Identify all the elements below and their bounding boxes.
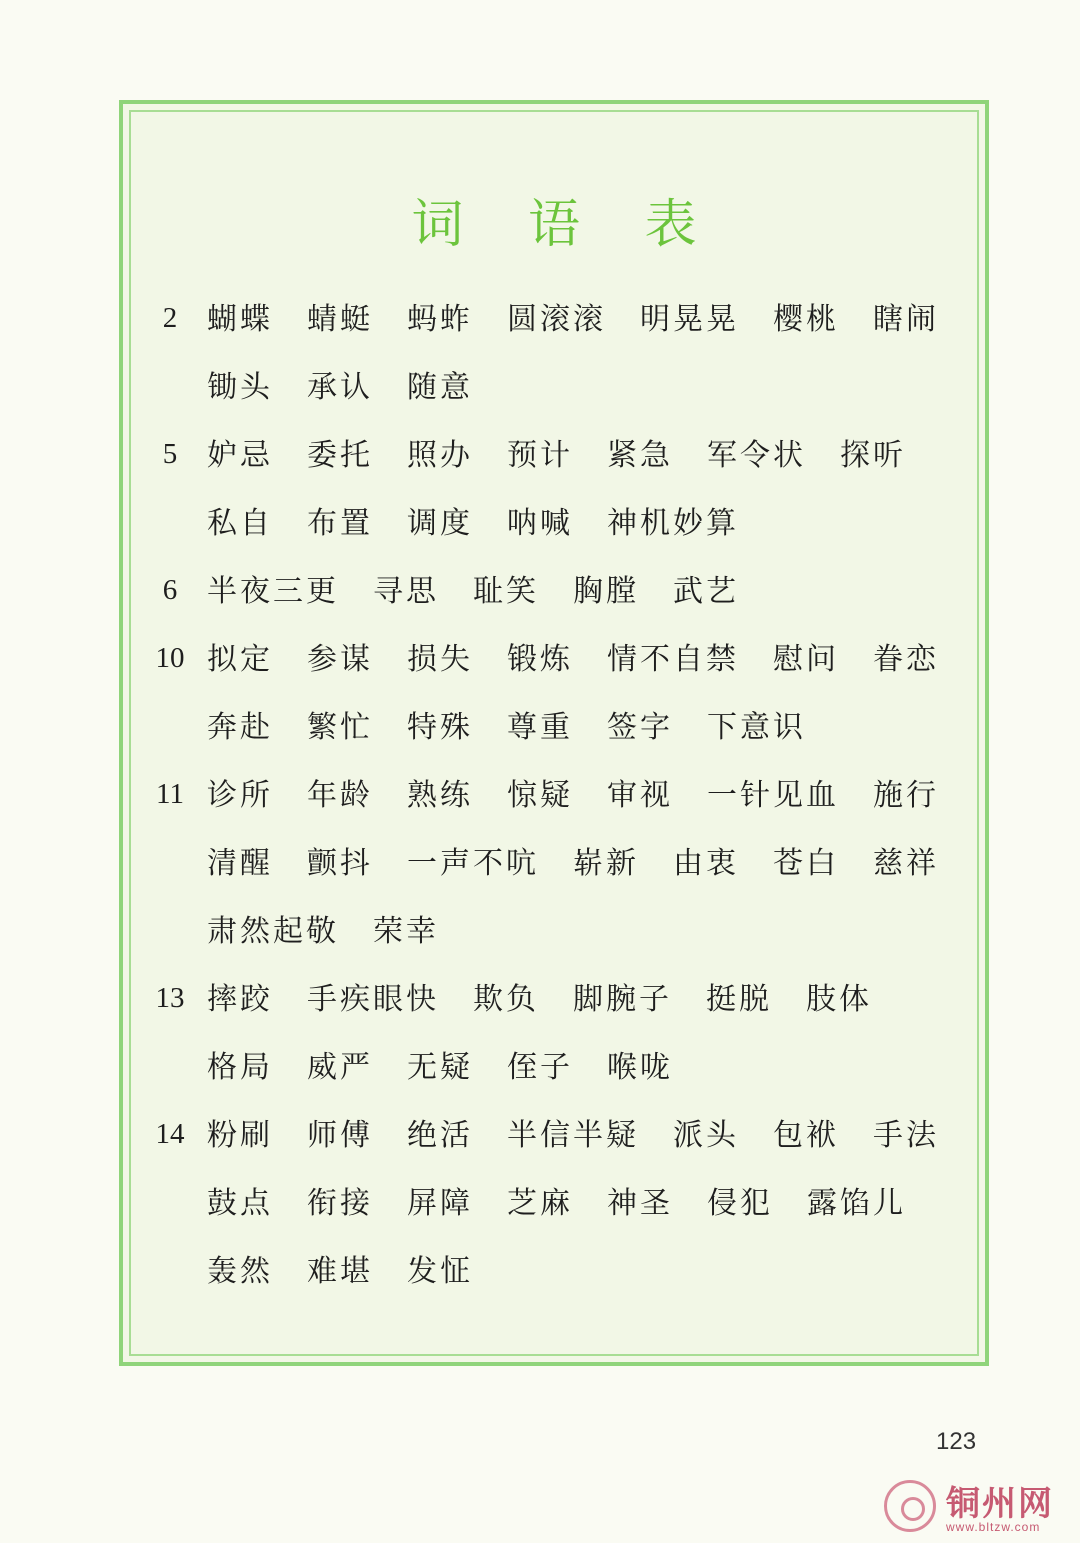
vocab-word: 一针见血 [707,778,839,813]
vocab-word: 眷恋 [873,642,939,677]
lesson-number: 13 [155,982,185,1014]
watermark-url: www.bltzw.com [946,1520,1041,1534]
lesson-number: 10 [155,642,185,674]
word-line [207,572,965,612]
vocab-word: 屏障 [407,1186,473,1221]
vocab-word: 参谋 [307,642,373,677]
vocab-word: 荣幸 [373,914,439,949]
vocab-word: 奔赴 [207,710,273,745]
vocab-word: 惊疑 [507,778,573,813]
word-line [207,300,965,340]
vocab-word: 手疾眼快 [307,982,439,1017]
vocab-word: 武艺 [673,574,739,609]
vocab-word: 欺负 [473,982,539,1017]
word-line [207,436,965,476]
vocab-word: 布置 [307,506,373,541]
vocab-word: 胸膛 [573,574,639,609]
vocab-word: 绝活 [407,1118,473,1153]
vocab-word: 轰然 [207,1254,273,1289]
word-line [207,1116,965,1156]
vocab-word: 无疑 [407,1050,473,1085]
vocab-word: 崭新 [573,846,639,881]
vocab-word: 尊重 [507,710,573,745]
vocab-word: 寻思 [373,574,439,609]
word-line [207,980,965,1020]
vocab-word: 樱桃 [773,302,839,337]
vocab-word: 锄头 [207,370,273,405]
vocab-word: 耻笑 [473,574,539,609]
lesson-number: 11 [156,778,184,810]
vocab-word: 情不自禁 [607,642,739,677]
vocab-word: 委托 [307,438,373,473]
vocab-word: 军令状 [707,438,806,473]
vocab-word: 喉咙 [607,1050,673,1085]
lesson-number: 14 [155,1118,185,1150]
vocab-word: 照办 [407,438,473,473]
word-line [207,640,965,680]
word-line [207,912,965,952]
vocab-word: 师傅 [307,1118,373,1153]
lesson-number: 2 [162,302,178,334]
vocab-word: 审视 [607,778,673,813]
vocab-word: 手法 [873,1118,939,1153]
vocab-word: 承认 [307,370,373,405]
watermark-logo [880,1476,1076,1538]
vocab-word: 呐喊 [507,506,573,541]
vocab-word: 熟练 [407,778,473,813]
vocab-word: 由衷 [673,846,739,881]
word-list [123,104,985,1362]
vocab-word: 派头 [673,1118,739,1153]
lesson-number: 5 [162,438,178,470]
vocab-word: 格局 [207,1050,273,1085]
vocab-word: 肃然起敬 [207,914,339,949]
vocab-word: 神机妙算 [607,506,739,541]
vocab-word: 半信半疑 [507,1118,639,1153]
word-line [207,776,965,816]
vocab-word: 摔跤 [207,982,273,1017]
vocab-word: 露馅儿 [807,1186,906,1221]
vocab-word: 施行 [873,778,939,813]
vocab-word: 明晃晃 [640,302,739,337]
vocab-word: 妒忌 [207,438,273,473]
vocab-word: 蝴蝶 [207,302,273,337]
vocab-word: 颤抖 [307,846,373,881]
vocab-word: 探听 [840,438,906,473]
vocab-word: 半夜三更 [207,574,339,609]
vocab-word: 蜻蜓 [307,302,373,337]
vocab-word: 脚腕子 [573,982,672,1017]
vocab-word: 肢体 [806,982,872,1017]
word-list-frame [119,100,989,1366]
vocab-word: 衔接 [307,1186,373,1221]
vocab-word: 神圣 [607,1186,673,1221]
vocab-word: 诊所 [207,778,273,813]
vocab-word: 蚂蚱 [407,302,473,337]
vocab-word: 私自 [207,506,273,541]
vocab-word: 紧急 [607,438,673,473]
vocab-word: 粉刷 [207,1118,273,1153]
vocab-word: 发怔 [407,1254,473,1289]
vocab-word: 特殊 [407,710,473,745]
vocab-word: 鼓点 [207,1186,273,1221]
vocab-word: 挺脱 [706,982,772,1017]
vocab-word: 拟定 [207,642,273,677]
word-line [207,844,965,884]
vocab-word: 慈祥 [873,846,939,881]
vocab-word: 预计 [507,438,573,473]
vocab-word: 签字 [607,710,673,745]
word-line [207,708,965,748]
vocab-word: 清醒 [207,846,273,881]
vocab-word: 下意识 [707,710,806,745]
vocab-word: 一声不吭 [407,846,539,881]
seal-icon [884,1480,936,1532]
word-line [207,368,965,408]
vocab-word: 难堪 [307,1254,373,1289]
word-line [207,1048,965,1088]
vocab-word: 侵犯 [707,1186,773,1221]
vocab-word: 调度 [407,506,473,541]
vocab-word: 圆滚滚 [507,302,606,337]
word-line [207,1252,965,1292]
vocab-word: 损失 [407,642,473,677]
word-line [207,504,965,544]
lesson-number: 6 [162,574,178,606]
vocab-word: 侄子 [507,1050,573,1085]
vocab-word: 威严 [307,1050,373,1085]
word-line [207,1184,965,1224]
vocab-word: 随意 [407,370,473,405]
page-title: 词 语 表 [411,195,721,255]
vocab-word: 年龄 [307,778,373,813]
vocab-word: 瞎闹 [873,302,939,337]
vocab-word: 繁忙 [307,710,373,745]
vocab-word: 慰问 [773,642,839,677]
vocab-word: 包袱 [773,1118,839,1153]
vocab-word: 芝麻 [507,1186,573,1221]
page-number: 123 [936,1428,977,1455]
watermark-name: 铜州网 [946,1484,1054,1524]
vocab-word: 苍白 [773,846,839,881]
vocab-word: 锻炼 [507,642,573,677]
